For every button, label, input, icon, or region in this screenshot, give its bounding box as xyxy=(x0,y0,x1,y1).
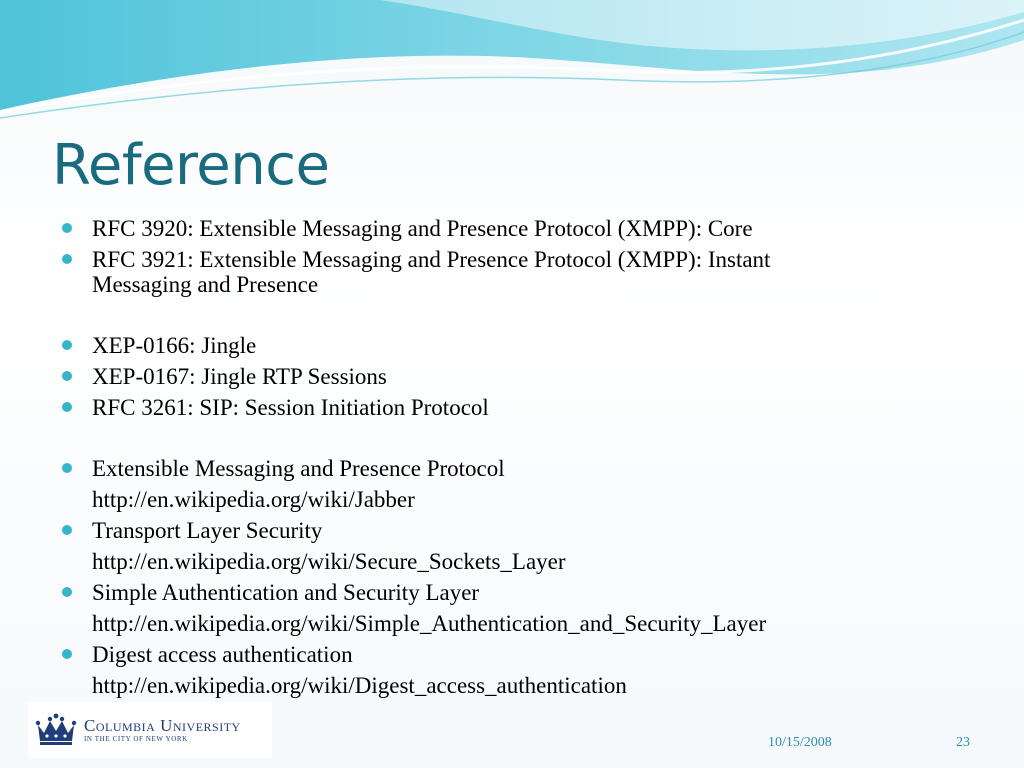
bullet-icon xyxy=(62,340,72,350)
item-text: RFC 3261: SIP: Session Initiation Protocol xyxy=(92,395,489,420)
logo-name: Columbia University xyxy=(84,716,241,735)
bullet-icon xyxy=(62,649,72,659)
item-url[interactable]: http://en.wikipedia.org/wiki/Digest_access_authentication xyxy=(92,673,627,698)
bullet-icon xyxy=(62,371,72,381)
item-text: Digest access authentication xyxy=(92,642,353,667)
item-url[interactable]: http://en.wikipedia.org/wiki/Secure_Sockets_Layer xyxy=(92,549,566,574)
list-item xyxy=(62,333,962,358)
list-item xyxy=(62,456,962,512)
item-text: RFC 3921: Extensible Messaging and Presence Protocol (XMPP): Instant xyxy=(92,247,771,272)
item-text-continuation: Messaging and Presence xyxy=(92,272,319,297)
page-number: 23 xyxy=(956,735,970,750)
bullet-icon xyxy=(62,402,72,412)
bullet-icon xyxy=(62,254,72,264)
item-text: XEP-0166: Jingle xyxy=(92,333,257,358)
list-item xyxy=(62,580,962,636)
bullet-icon xyxy=(62,587,72,597)
crown-icon xyxy=(34,713,78,747)
list-item xyxy=(62,364,962,389)
bullet-icon xyxy=(62,463,72,473)
list-item xyxy=(62,247,962,297)
item-text: XEP-0167: Jingle RTP Sessions xyxy=(92,364,387,389)
columbia-logo xyxy=(28,702,272,758)
list-item xyxy=(62,395,962,420)
bullet-icon xyxy=(62,223,72,233)
bullet-icon xyxy=(62,525,72,535)
logo-subtitle: IN THE CITY OF NEW YORK xyxy=(84,735,188,743)
item-text: Extensible Messaging and Presence Protocol xyxy=(92,456,505,481)
item-text: Transport Layer Security xyxy=(92,518,323,543)
header-wave-graphic xyxy=(0,0,1024,125)
item-text: Simple Authentication and Security Layer xyxy=(92,580,480,605)
list-item xyxy=(62,518,962,574)
item-url[interactable]: http://en.wikipedia.org/wiki/Simple_Authentication_and_Security_Layer xyxy=(92,611,767,636)
slide-title: Reference xyxy=(52,133,330,198)
item-text: RFC 3920: Extensible Messaging and Presence Protocol (XMPP): Core xyxy=(92,216,753,241)
list-item xyxy=(62,642,962,698)
reference-list xyxy=(62,216,962,704)
item-url[interactable]: http://en.wikipedia.org/wiki/Jabber xyxy=(92,487,415,512)
list-item xyxy=(62,216,962,241)
footer-date: 10/15/2008 xyxy=(768,735,832,750)
